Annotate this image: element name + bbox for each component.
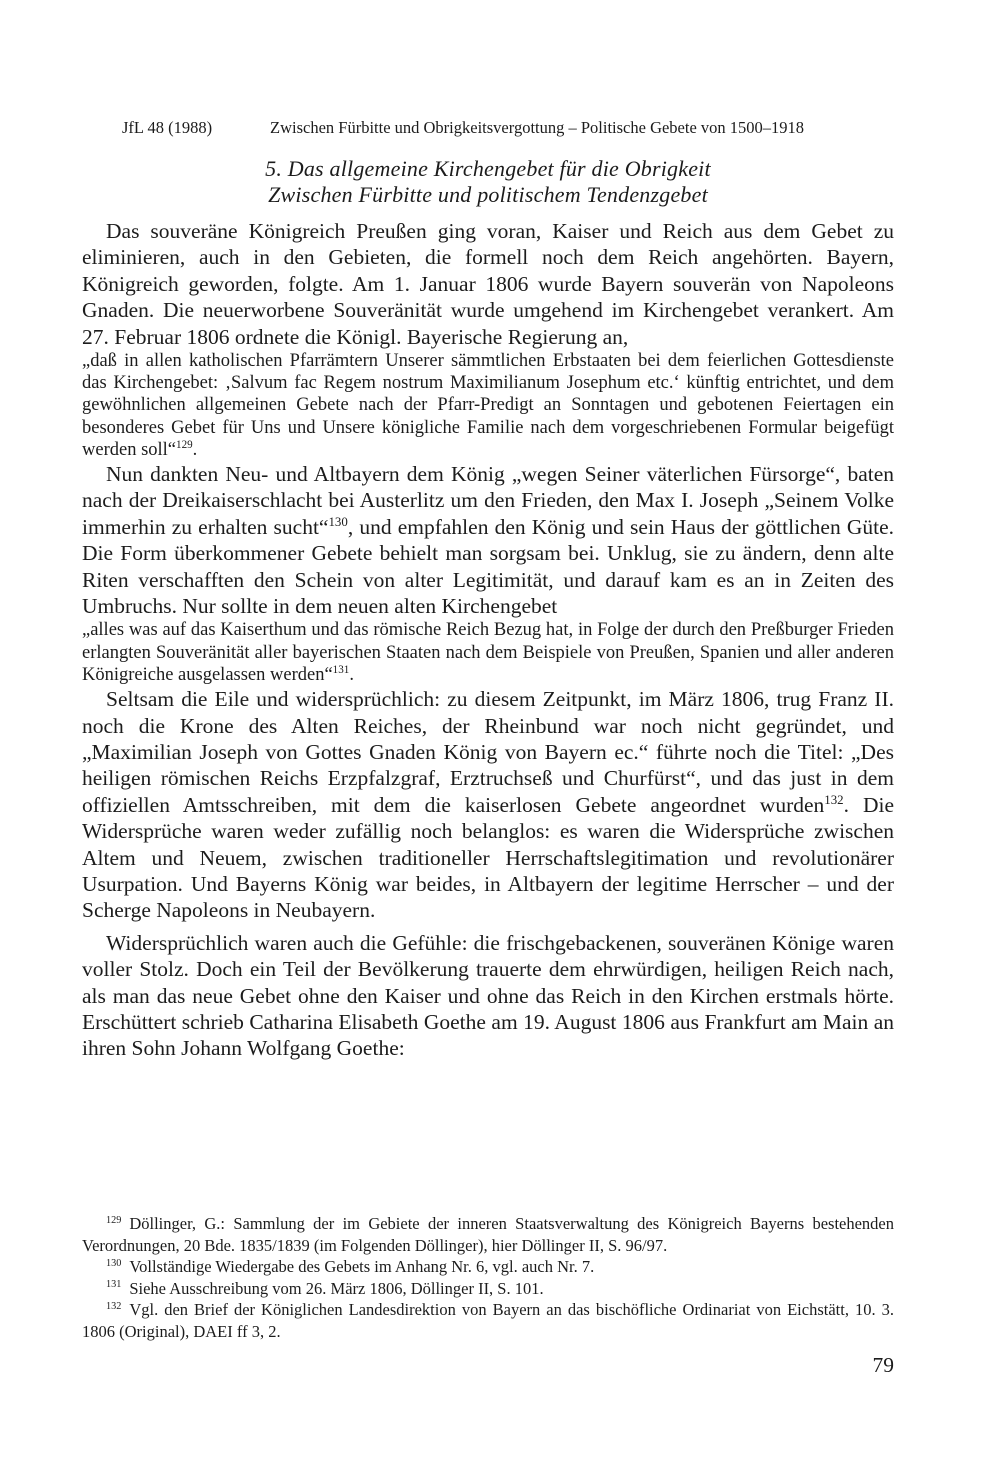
footnote-text: Döllinger, G.: Sammlung der im Gebiete der inneren Staatsverwaltung des Königreich Bayerns bestehenden Verordnungen, 20 Bde. 1835/1839 (im Folgenden Döllinger), hier Döllinger II, S. 96/97. <box>82 1214 894 1255</box>
journal-citation: JfL 48 (1988) <box>122 118 213 137</box>
running-title: Zwischen Fürbitte und Obrigkeitsvergottung – Politische Gebete von 1500–1918 <box>270 118 805 137</box>
footnote-ref-129[interactable]: 129 <box>176 438 193 451</box>
quote-1-end: . <box>192 439 198 460</box>
paragraph-1: Das souveräne Königreich Preußen ging voran, Kaiser und Reich aus dem Gebet zu eliminieren, auch in den Gebieten, die formell noch dem Reich angehörten. Bayern, Königreich geworden, folgte. Am 1. Januar 1806 wurde Bayern souverän von Napoleons Gnaden. Die neuerworbene Souveränität wurde umgehend im Kirchengebet verankert. Am 27. Februar 1806 ordnete die Königl. Bayerische Regierung an, <box>82 219 894 349</box>
footnotes <box>82 1213 894 1343</box>
running-header <box>122 118 902 138</box>
footnote-number: 131 <box>106 1279 122 1291</box>
quote-2-text: „alles was auf das Kaiserthum und das römische Reich Bezug hat, in Folge der durch den Preßburger Frieden erlangten Souveränität aller bayerischen Staaten nach dem Beispiele von Preußen, Spanien und aller anderen Königreiche ausgelassen werden“ <box>82 620 894 685</box>
footnote-ref-132[interactable]: 132 <box>824 792 844 807</box>
paragraph-3-part-b: . Die Widersprüche waren weder zufällig noch belanglos: es waren die Widersprüche zwischen Altem und Neuem, zwischen traditioneller Herrschaftslegitimation und revolutionärer Usurpation. Und Bayerns König war beides, in Altbayern der legitime Herrscher – und der Scherge Napoleons in Neubayern. <box>82 792 894 923</box>
footnote-130 <box>82 1256 894 1278</box>
footnote-131 <box>82 1278 894 1300</box>
block-quote-1 <box>82 350 894 461</box>
footnote-132 <box>82 1299 894 1342</box>
footnote-number: 129 <box>106 1214 122 1226</box>
section-title-line-1: 5. Das allgemeine Kirchengebet für die Obrigkeit <box>265 156 711 181</box>
paragraph-3-part-a: Seltsam die Eile und widersprüchlich: zu diesem Zeitpunkt, im März 1806, trug Franz II. noch die Krone des Alten Reiches, der Rheinbund war noch nicht gegründet, und „Maximilian Joseph von Gottes Gnaden König von Bayern ec.“ führte noch die Titel: „Des heiligen römischen Reichs Erzpfalzgraf, Erztruchseß und Churfürst“, und das just in dem offiziellen Amtsschreiben, mit dem die kaiserlosen Gebete angeordnet wurden <box>82 687 894 817</box>
footnote-text: Vollständige Wiedergabe des Gebets im Anhang Nr. 6, vgl. auch Nr. 7. <box>129 1257 595 1277</box>
paragraph-3 <box>82 686 894 924</box>
footnote-number: 130 <box>106 1257 122 1269</box>
paragraph-4: Widersprüchlich waren auch die Gefühle: die frischgebackenen, souveränen Könige waren voller Stolz. Doch ein Teil der Bevölkerung trauerte dem ehrwürdigen, heiligen Reich nach, als man das neue Gebet ohne den Kaiser und ohne das Reich in den Kirchen erstmals hörte. Erschüttert schrieb Catharina Elisabeth Goethe am 19. August 1806 aus Frankfurt am Main an ihren Sohn Johann Wolfgang Goethe: <box>82 930 894 1061</box>
footnote-ref-131[interactable]: 131 <box>332 663 350 676</box>
paragraph-2-part-b: , und empfahlen den König und sein Haus der göttlichen Güte. Die Form überkommener Gebete behielt man sorgsam bei. Unklug, sie zu ändern, denn alte Riten verschafften den Schein von alter Legitimität, und darauf kam es an in Zeiten des Umbruchs. Nur sollte in dem neuen alten Kirchengebet <box>82 514 894 619</box>
paragraph-2-part-a: Nun dankten Neu- und Altbayern dem König „wegen Seiner väterlichen Fürsorge“, baten nach der Dreikaiserschlacht bei Austerlitz um den Frieden, den Max I. Joseph „Seinem Volke immerhin zu erhalten sucht“ <box>82 462 894 539</box>
footnote-129 <box>82 1213 894 1256</box>
block-quote-2 <box>82 619 894 686</box>
section-title-line-2: Zwischen Fürbitte und politischem Tendenzgebet <box>268 182 708 207</box>
footnote-ref-130[interactable]: 130 <box>328 514 348 529</box>
quote-1-text: „daß in allen katholischen Pfarrämtern Unserer sämmtlichen Erbstaaten bei dem feierlichen Gottesdienste das Kirchengebet: ‚Salvum fac Regem nostrum Maximilianum Josephum etc.‘ künftig entrichtet, und dem gewöhnlichen allgemeinen Gebete nach der Pfarr-Predigt an Sonntagen und gebotenen Feiertagen ein besonderes Gebet für Uns und Unsere königliche Familie nach dem vorgeschriebenen Formular beigefügt werden soll“ <box>82 351 894 460</box>
footnote-text: Vgl. den Brief der Königlichen Landesdirektion von Bayern an das bischöfliche Ordinariat von Eichstätt, 10. 3. 1806 (Original), DAEI ff 3, 2. <box>82 1300 894 1341</box>
paragraph-2 <box>82 461 894 619</box>
page-number: 79 <box>872 1353 894 1377</box>
section-heading <box>82 156 894 208</box>
footnote-number: 132 <box>106 1300 122 1312</box>
footnote-text: Siehe Ausschreibung vom 26. März 1806, Döllinger II, S. 101. <box>129 1278 544 1298</box>
quote-2-end: . <box>349 664 354 685</box>
body-text <box>82 218 894 1062</box>
